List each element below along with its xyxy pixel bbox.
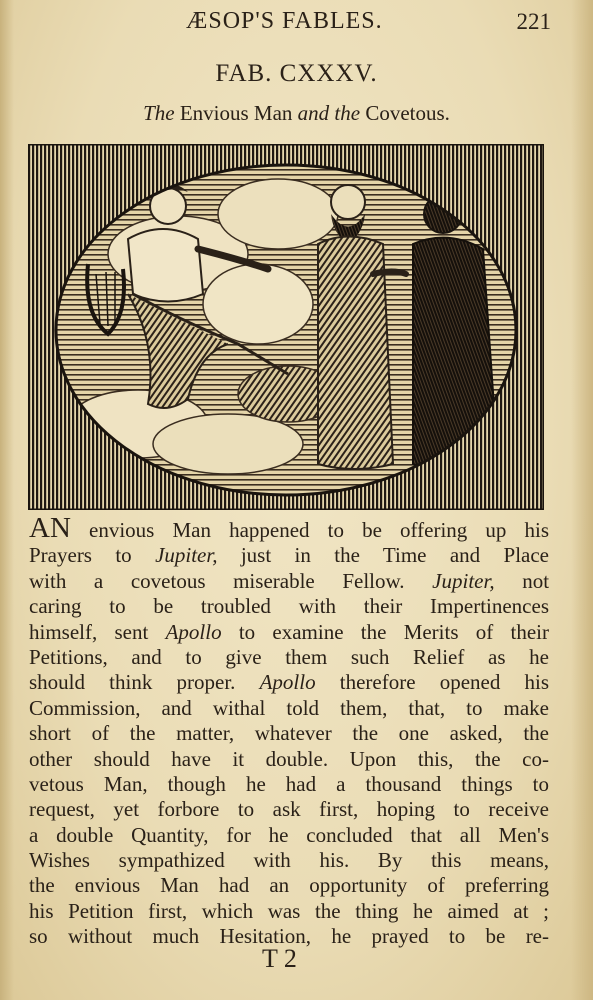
fable-title-and-the: and the	[297, 101, 361, 125]
body-line-6: Petitions, and to give them such Relief as he	[29, 644, 549, 669]
body-line-10: other should have it double. Upon this, the co-	[29, 746, 549, 771]
body-line-3: with a covetous miserable Fellow. Jupiter, not	[29, 568, 549, 593]
body-line-9: short of the matter, whatever the one asked, the	[29, 721, 549, 746]
fable-title-the: The	[143, 101, 175, 125]
body-line-2: Prayers to Jupiter, just in the Time and Place	[29, 543, 549, 568]
body-line-14: Wishes sympathized with his. By this means,	[29, 848, 549, 873]
body-line-11: vetous Man, though he had a thousand things to	[29, 771, 549, 796]
signature-mark: T 2	[262, 944, 297, 973]
running-title: ÆSOP'S FABLES.	[186, 8, 383, 34]
body-line-12: request, yet forbore to ask first, hoping to receive	[29, 797, 549, 822]
body-line-16: his Petition first, which was the thing he aimed at ;	[29, 898, 549, 923]
fable-body	[29, 518, 549, 950]
fable-number: FAB. CXXXV.	[215, 60, 378, 87]
body-line-8: Commission, and withal told them, that, to make	[29, 695, 549, 720]
body-line-4: caring to be troubled with their Impertinences	[29, 594, 549, 619]
body-line-7: should think proper. Apollo therefore opened his	[29, 670, 549, 695]
drop-capital: AN	[29, 518, 71, 544]
body-line-15: the envious Man had an opportunity of preferring	[29, 873, 549, 898]
fable-title-covetous: Covetous.	[365, 101, 450, 125]
fable-title-envious: Envious Man	[179, 101, 293, 125]
body-line-13: a double Quantity, for he concluded that all Men's	[29, 822, 549, 847]
running-head	[0, 8, 593, 38]
body-line-1: AN envious Man happened to be offering up his	[29, 518, 549, 543]
body-line-5: himself, sent Apollo to examine the Merits of their	[29, 619, 549, 644]
body-line-17: so without much Hesitation, he prayed to be re-	[29, 924, 549, 949]
woodcut-illustration	[28, 144, 544, 510]
fable-title	[0, 101, 593, 126]
page-number: 221	[516, 9, 551, 34]
